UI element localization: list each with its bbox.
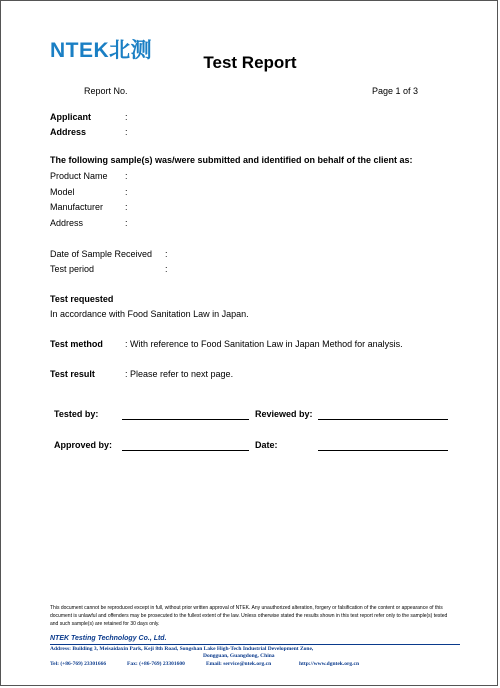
sample-address-label: Address bbox=[50, 218, 84, 228]
footer-address-line-1: Address: Building 3, Meisaidaxin Park, Keji 8th Road, Songshan Lake High-Tech Industrial Development Zone, bbox=[50, 646, 314, 652]
manufacturer-colon: : bbox=[125, 202, 128, 212]
footer-divider bbox=[50, 644, 460, 645]
product-name-colon: : bbox=[125, 171, 128, 181]
model-colon: : bbox=[125, 187, 128, 197]
page-title: Test Report bbox=[203, 53, 297, 72]
test-period-colon: : bbox=[165, 264, 168, 274]
test-result-value: : Please refer to next page. bbox=[125, 369, 234, 379]
reviewed-by-label: Reviewed by: bbox=[255, 409, 313, 419]
test-method-label: Test method bbox=[50, 339, 103, 349]
report-no-label: Report No. bbox=[84, 86, 128, 96]
date-received-colon: : bbox=[165, 249, 168, 259]
footer-fax: Fax: (+86-769) 23301600 bbox=[127, 661, 185, 667]
disclaimer-text: This document cannot be reproduced except in full, without prior written approval of NTEK. Any unauthorized alteration, forgery or falsification of the content or appearance of this document is unlawful and offenders may be prosecuted to the fullest extent of the law. Unless otherwise stated the results shown in this test report refer only to the sample(s) tested and such sample(s) are retained for 30 days only. bbox=[50, 605, 448, 627]
test-requested-value: In accordance with Food Sanitation Law in Japan. bbox=[50, 309, 249, 319]
date-line bbox=[318, 450, 448, 451]
footer-tel: Tel: (+86-769) 23301666 bbox=[50, 661, 107, 667]
test-period-label: Test period bbox=[50, 264, 95, 274]
address-label: Address bbox=[50, 127, 87, 137]
manufacturer-label: Manufacturer bbox=[50, 202, 104, 212]
footer-website[interactable]: http://www.dgntek.org.cn bbox=[299, 661, 360, 667]
sample-address-colon: : bbox=[125, 218, 128, 228]
footer-address-line-2: Dongguan, Guangdong, China bbox=[203, 653, 275, 659]
page-number: Page 1 of 3 bbox=[372, 86, 419, 96]
tested-by-label: Tested by: bbox=[54, 409, 99, 419]
company-name: NTEK Testing Technology Co., Ltd. bbox=[50, 635, 167, 642]
test-result-label: Test result bbox=[50, 369, 95, 379]
applicant-colon: : bbox=[125, 112, 128, 122]
tested-by-signature-line bbox=[122, 419, 249, 420]
approved-by-label: Approved by: bbox=[54, 440, 113, 450]
sample-heading: The following sample(s) was/were submitted and identified on behalf of the client as: bbox=[50, 155, 413, 165]
ntek-logo: NTEK北测 bbox=[50, 39, 153, 62]
date-received-label: Date of Sample Received bbox=[50, 249, 153, 259]
date-label: Date: bbox=[255, 440, 278, 450]
test-method-value: : With reference to Food Sanitation Law in Japan Method for analysis. bbox=[125, 339, 403, 349]
product-name-label: Product Name bbox=[50, 171, 108, 181]
model-label: Model bbox=[50, 187, 75, 197]
footer-email: Email: service@ntek.org.cn bbox=[206, 661, 272, 667]
reviewed-by-signature-line bbox=[318, 419, 448, 420]
applicant-label: Applicant bbox=[50, 112, 92, 122]
address-colon: : bbox=[125, 127, 128, 137]
test-requested-label: Test requested bbox=[50, 294, 114, 304]
approved-by-signature-line bbox=[122, 450, 249, 451]
